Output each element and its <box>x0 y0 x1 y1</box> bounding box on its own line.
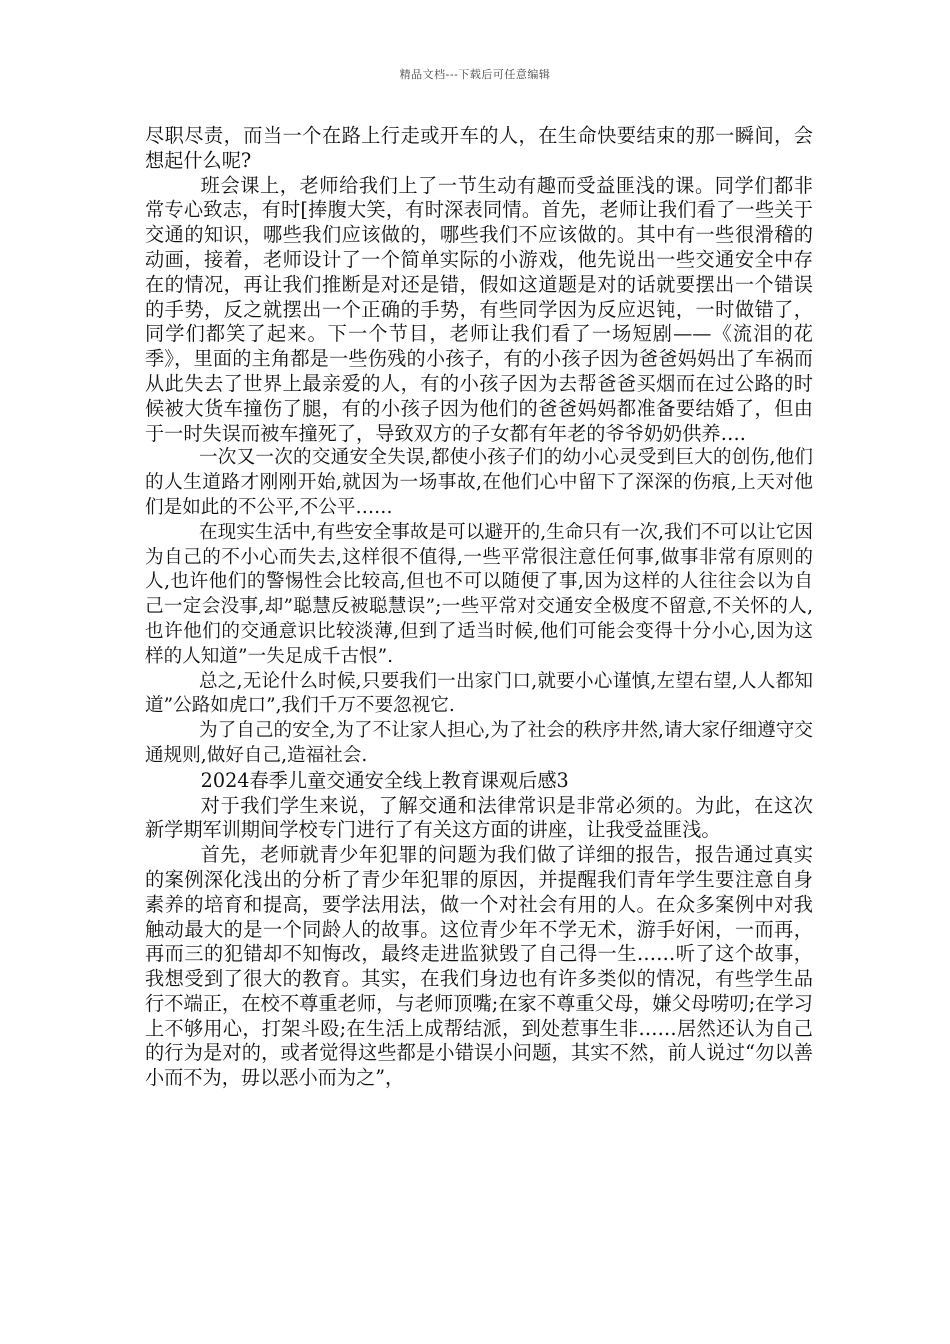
paragraph-7: 对于我们学生来说，了解交通和法律常识是非常必须的。为此，在这次新学期军训期间学校专门进行了有关这方面的讲座，让我受益匪浅。 <box>145 793 813 842</box>
page-header: 精品文档---下载后可任意编辑 <box>399 68 551 81</box>
paragraph-4: 在现实生活中,有些安全事故是可以避开的,生命只有一次,我们不可以让它因为自己的不小心而失去,这样很不值得,一些平常很注意任何事,做事非常有原则的人,也许他们的警惕性会比较高,但也不可以随便了事,因为这样的人往往会以为自己一定会没事,却”聪慧反被聪慧误”;一些平常对交通安全极度不留意,不关怀的人,也许他们的交通意识比较淡薄,但到了适当时候,他们可能会变得十分小心,因为这样的人知道”一失足成千古恨”. <box>145 521 813 667</box>
paragraph-3: 一次又一次的交通安全失误,都使小孩子们的幼小心灵受到巨大的创伤,他们的人生道路才刚刚开始,就因为一场事故,在他们心中留下了深深的伤痕,上天对他们是如此的不公平,不公平…… <box>145 447 813 518</box>
paragraph-1: 尽职尽责，而当一个在路上行走或开车的人，在生命快要结束的那一瞬间，会想起什么呢? <box>145 124 813 172</box>
paragraph-6: 为了自己的安全,为了不让家人担心,为了社会的秩序井然,请大家仔细遵守交通规则,做好自己,造福社会. <box>145 720 813 766</box>
document-body <box>145 124 813 1091</box>
paragraph-5: 总之,无论什么时候,只要我们一出家门口,就要小心谨慎,左望右望,人人都知道”公路如虎口”,我们千万不要忽视它. <box>145 670 813 717</box>
section-heading: 2024春季儿童交通安全线上教育课观后感3 <box>200 768 569 792</box>
paragraph-2: 班会课上，老师给我们上了一节生动有趣而受益匪浅的课。同学们都非常专心致志，有时[捧腹大笑，有时深表同情。首先，老师让我们看了一些关于交通的知识，哪些我们应该做的，哪些我们不应该做的。其中有一些很滑稽的动画，接着，老师设计了一个简单实际的小游戏，他先说出一些交通安全中存在的情况，再让我们推断是对还是错，假如这道题是对的话就要摆出一个错误的手势，反之就摆出一个正确的手势，有些同学因为反应迟钝，一时做错了，同学们都笑了起来。下一个节目，老师让我们看了一场短剧——《流泪的花季》，里面的主角都是一些伤残的小孩子，有的小孩子因为爸爸妈妈出了车祸而从此失去了世界上最亲爱的人，有的小孩子因为去帮爸爸买烟而在过公路的时候被大货车撞伤了腿，有的小孩子因为他们的爸爸妈妈都准备要结婚了，但由于一时失误而被车撞死了，导致双方的子女都有年老的爷爷奶奶供养…. <box>145 173 813 445</box>
paragraph-8: 首先，老师就青少年犯罪的问题为我们做了详细的报告，报告通过真实的案例深化浅出的分析了青少年犯罪的原因，并提醒我们青年学生要注意自身素养的培育和提高，要学法用法，做一个对社会有用的人。在众多案例中对我触动最大的是一个同龄人的故事。这位青少年不学无术，游手好闲，一而再，再而三的犯错却不知悔改，最终走进监狱毁了自己得一生……听了这个故事，我想受到了很大的教育。其实，在我们身边也有许多类似的情况，有些学生品行不端正，在校不尊重老师，与老师顶嘴;在家不尊重父母，嫌父母唠叨;在学习上不够用心，打架斗殴;在生活上成帮结派，到处惹事生非……居然还认为自己的行为是对的，或者觉得这些都是小错误小问题，其实不然，前人说过“勿以善小而不为，毋以恶小而为之”， <box>145 843 813 1090</box>
